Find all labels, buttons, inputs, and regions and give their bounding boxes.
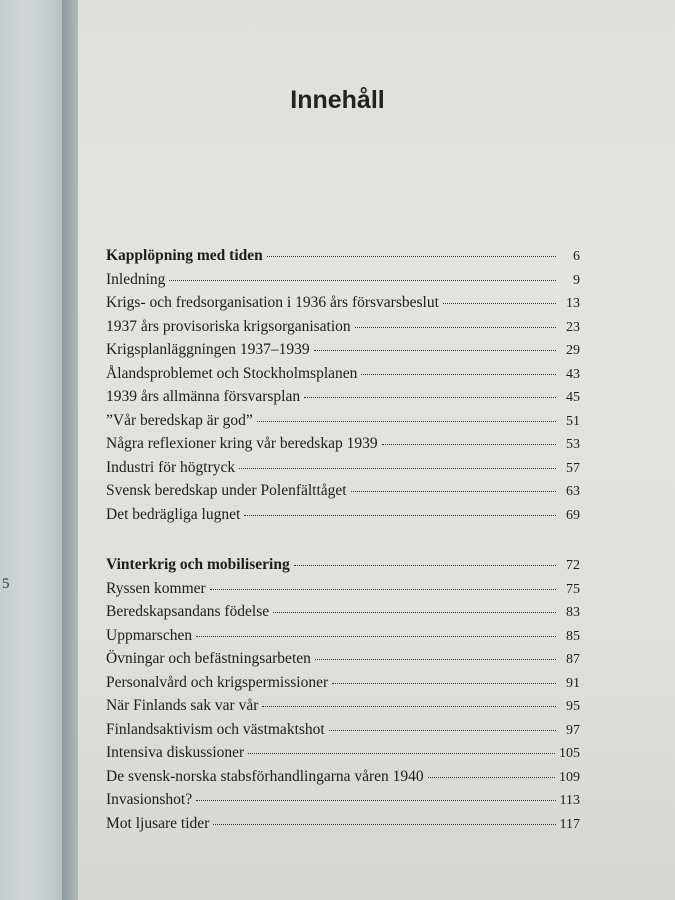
toc-entry-label: Ålandsproblemet och Stockholmsplanen [106, 364, 358, 382]
toc-entry [106, 788, 580, 812]
dot-leader [332, 683, 556, 684]
dot-leader [248, 753, 555, 754]
toc-entry-page: 45 [566, 390, 580, 405]
dot-leader [355, 327, 556, 328]
toc-entry [106, 718, 580, 742]
toc-section-heading [106, 553, 580, 577]
toc-entry-label: De svensk-norska stabsförhandlingarna våren 1940 [106, 767, 424, 785]
toc-entry-page: 43 [566, 366, 580, 382]
dot-leader [382, 444, 556, 445]
dot-leader [315, 659, 556, 660]
toc-entry [106, 624, 580, 648]
dot-leader [257, 421, 556, 422]
toc-entry-label: Svensk beredskap under Polenfälttåget [106, 482, 347, 499]
toc-entry-page: 105 [559, 746, 580, 761]
toc-entry-page: 6 [573, 249, 580, 264]
toc-entry [106, 694, 580, 718]
dot-leader [329, 730, 556, 731]
dot-leader [443, 303, 556, 304]
toc-entry-label: Inledning [106, 270, 166, 288]
toc-entry-label: Det bedrägliga lugnet [106, 505, 241, 523]
toc-entry-label: Finlandsaktivism och västmaktshot [106, 720, 325, 738]
dot-leader [196, 636, 556, 637]
toc-entry-page: 29 [566, 343, 580, 358]
dot-leader [196, 800, 555, 801]
toc-entry [106, 315, 580, 339]
toc-entry-page: 63 [566, 484, 580, 499]
dot-leader [273, 612, 556, 613]
toc-entry [106, 291, 580, 315]
toc-entry-page: 95 [566, 699, 580, 714]
toc-entry-page: 23 [566, 319, 580, 335]
toc-entry-label: Några reflexioner kring vår beredskap 1939 [106, 435, 378, 452]
toc-entry-page: 85 [566, 628, 580, 644]
toc-entry-page: 69 [566, 507, 580, 523]
dot-leader [244, 515, 556, 516]
toc-entry-page: 51 [566, 413, 580, 429]
dot-leader [169, 280, 556, 281]
toc-entry-page: 83 [566, 605, 580, 620]
toc-entry-label: 1937 års provisoriska krigsorganisation [106, 317, 351, 335]
toc-entry [106, 765, 580, 789]
toc-entry [106, 479, 580, 503]
toc-entry-label: Krigsplanläggningen 1937–1939 [106, 341, 310, 358]
toc-entry [106, 362, 580, 386]
dot-leader [428, 777, 555, 778]
toc-entry-label: Invasionshot? [106, 791, 193, 808]
toc-entry-page: 72 [566, 558, 580, 573]
toc-entry [106, 741, 580, 765]
toc-entry-label: Mot ljusare tider [106, 814, 210, 832]
toc-entry-page: 113 [559, 793, 580, 808]
toc-entry-label: Övningar och befästningsarbeten [106, 650, 311, 667]
toc-entry-page: 97 [566, 722, 580, 738]
toc-entry-page: 13 [566, 296, 580, 311]
toc-section-2 [106, 553, 580, 835]
dot-leader [239, 468, 556, 469]
toc-entry [106, 432, 580, 456]
toc-entry-label: Ryssen kommer [106, 579, 206, 597]
toc-entry [106, 577, 580, 601]
toc-entry [106, 409, 580, 433]
toc-section-heading [106, 244, 580, 268]
toc-entry-page: 53 [566, 437, 580, 452]
toc-entry [106, 385, 580, 409]
toc-entry [106, 338, 580, 362]
toc-entry-page: 9 [573, 272, 580, 288]
left-page-number: 5 [2, 576, 10, 592]
dot-leader [213, 824, 555, 825]
dot-leader [361, 374, 556, 375]
toc-entry-page: 117 [559, 816, 580, 832]
toc-entry-label: När Finlands sak var vår [106, 697, 259, 714]
toc-entry-label: Personalvård och krigspermissioner [106, 673, 329, 691]
dot-leader [262, 706, 556, 707]
dot-leader [210, 589, 556, 590]
toc-entry [106, 647, 580, 671]
dot-leader [351, 491, 556, 492]
toc-entry-page: 109 [559, 769, 580, 785]
toc-entry-label: Uppmarschen [106, 626, 193, 644]
toc-entry-label: ”Vår beredskap är god” [106, 411, 253, 429]
toc-entry-label: Krigs- och fredsorganisation i 1936 års försvarsbeslut [106, 294, 439, 311]
dot-leader [294, 565, 556, 566]
dot-leader [304, 397, 556, 398]
toc-entry-label: Beredskapsandans födelse [106, 603, 270, 620]
toc-entry-page: 57 [566, 460, 580, 476]
toc-entry [106, 812, 580, 836]
toc-entry-page: 91 [566, 675, 580, 691]
toc-entry-label: Intensiva diskussioner [106, 744, 245, 761]
toc-entry [106, 671, 580, 695]
toc-entry [106, 503, 580, 527]
toc-entry-page: 75 [566, 581, 580, 597]
toc-title: Innehåll [290, 86, 385, 114]
toc-entry-page: 87 [566, 652, 580, 667]
dot-leader [314, 350, 556, 351]
toc-entry-label: Industri för högtryck [106, 458, 236, 476]
toc-entry-label: 1939 års allmänna försvarsplan [106, 388, 301, 405]
toc-entry-label: Vinterkrig och mobilisering [106, 556, 290, 573]
dot-leader [267, 256, 556, 257]
toc-entry [106, 268, 580, 292]
toc-section-1 [106, 244, 580, 526]
toc-entry-label: Kapplöpning med tiden [106, 247, 263, 264]
toc-entry [106, 456, 580, 480]
toc-entry [106, 600, 580, 624]
